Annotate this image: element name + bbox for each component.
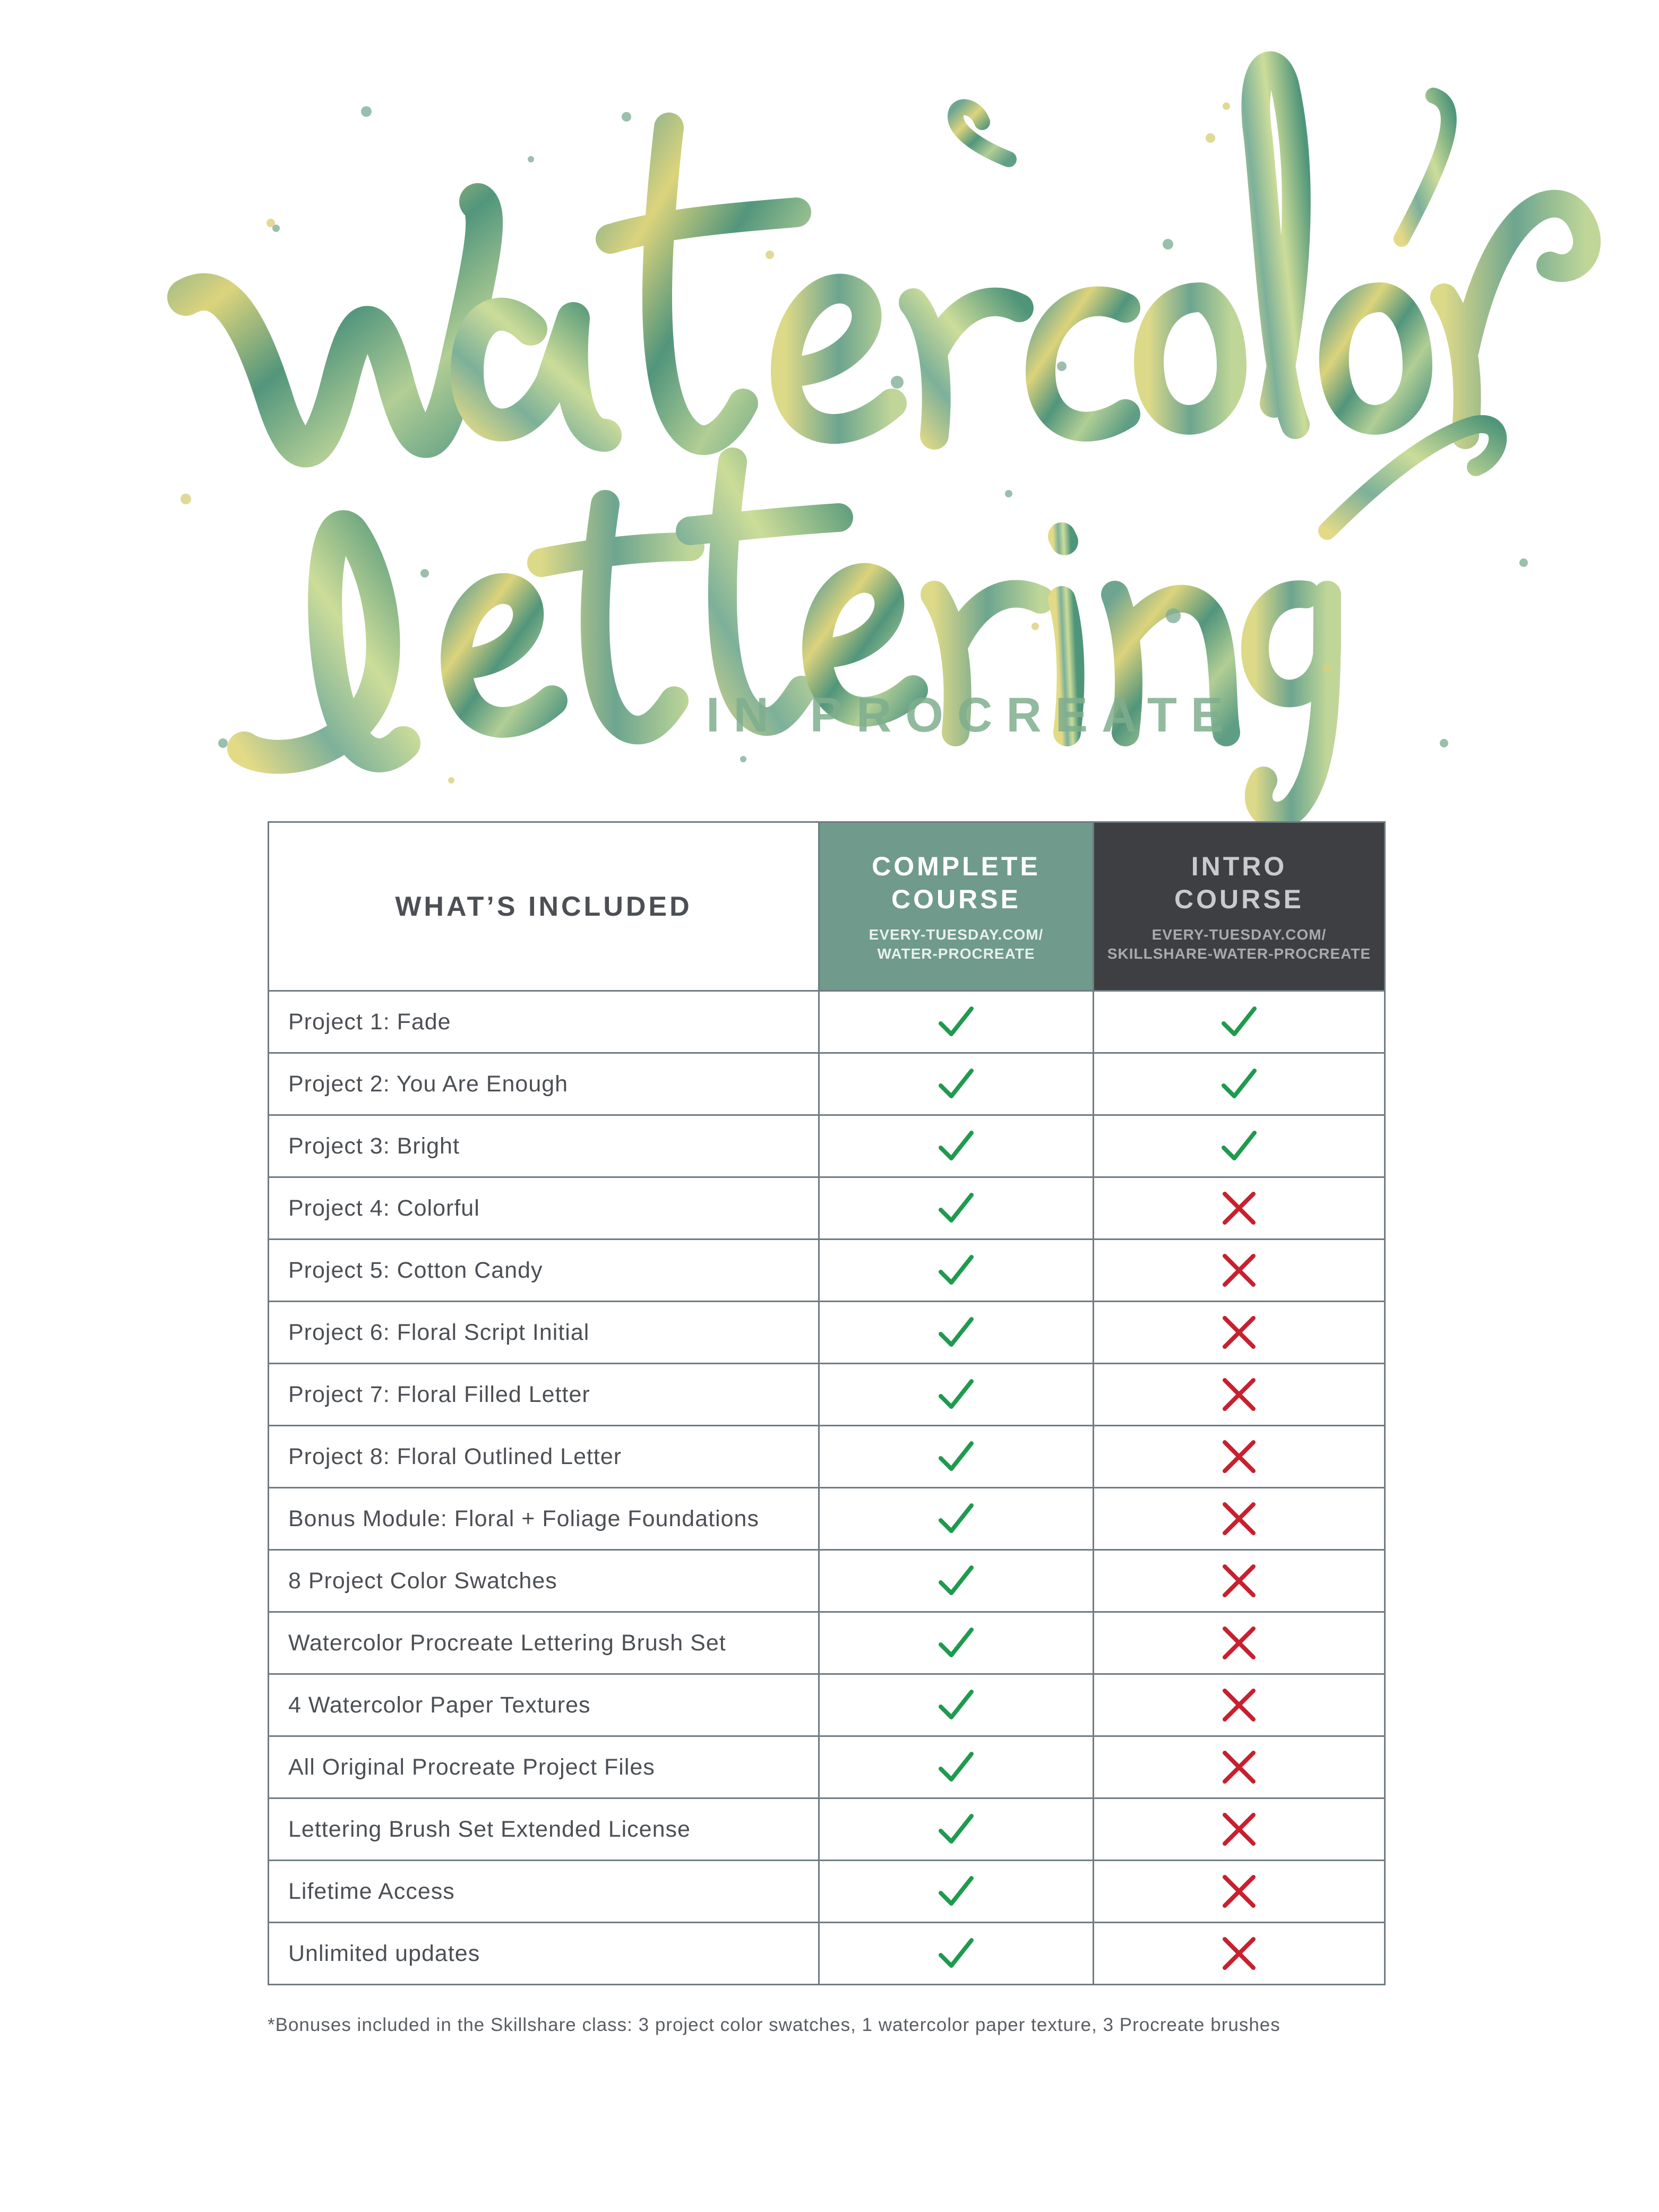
complete-course-cell — [819, 1115, 1094, 1177]
table-row — [269, 1240, 1385, 1302]
intro-course-cell — [1094, 1302, 1385, 1364]
table-row — [269, 1488, 1385, 1550]
table-row — [269, 1550, 1385, 1612]
intro-course-cell — [1094, 1798, 1385, 1861]
feature-label: Project 5: Cotton Candy — [269, 1240, 819, 1302]
complete-course-cell — [819, 991, 1094, 1053]
table-row — [269, 1736, 1385, 1798]
complete-course-cell — [819, 1674, 1094, 1736]
checkmark-icon — [936, 1874, 976, 1909]
intro-course-cell — [1094, 991, 1385, 1053]
intro-course-cell — [1094, 1488, 1385, 1550]
complete-course-header — [819, 822, 1094, 991]
intro-course-cell — [1094, 1115, 1385, 1177]
intro-course-cell — [1094, 1364, 1385, 1426]
complete-course-cell — [819, 1364, 1094, 1426]
x-mark-icon — [1219, 1688, 1259, 1723]
intro-course-title: INTRO COURSE — [1174, 851, 1304, 914]
feature-label: 4 Watercolor Paper Textures — [269, 1674, 819, 1736]
feature-label: Project 8: Floral Outlined Letter — [269, 1426, 819, 1488]
whats-included-header — [269, 822, 819, 991]
subtitle-text: IN PROCREATE — [706, 688, 1237, 742]
intro-course-cell — [1094, 1240, 1385, 1302]
complete-course-cell — [819, 1861, 1094, 1923]
x-mark-icon — [1219, 1812, 1259, 1847]
feature-label: Project 4: Colorful — [269, 1177, 819, 1240]
complete-course-title: COMPLETE COURSE — [872, 851, 1041, 914]
feature-label: All Original Procreate Project Files — [269, 1736, 819, 1798]
x-mark-icon — [1219, 1501, 1259, 1536]
complete-course-cell — [819, 1302, 1094, 1364]
feature-label: Project 6: Floral Script Initial — [269, 1302, 819, 1364]
x-mark-icon — [1219, 1253, 1259, 1288]
complete-course-cell — [819, 1240, 1094, 1302]
table-row — [269, 1053, 1385, 1115]
x-mark-icon — [1219, 1377, 1259, 1412]
x-mark-icon — [1219, 1750, 1259, 1785]
intro-course-cell — [1094, 1053, 1385, 1115]
intro-course-cell — [1094, 1861, 1385, 1923]
table-row — [269, 1798, 1385, 1861]
intro-course-cell — [1094, 1550, 1385, 1612]
checkmark-icon — [936, 1812, 976, 1847]
intro-course-url: EVERY-TUESDAY.COM/ SKILLSHARE-WATER-PROCREATE — [1107, 926, 1371, 962]
whats-included-label: WHAT’S INCLUDED — [395, 891, 692, 922]
checkmark-icon — [1219, 1066, 1259, 1101]
table-row — [269, 1923, 1385, 1985]
complete-course-cell — [819, 1736, 1094, 1798]
table-row — [269, 991, 1385, 1053]
table-row — [269, 1674, 1385, 1736]
feature-label: Project 7: Floral Filled Letter — [269, 1364, 819, 1426]
intro-course-cell — [1094, 1736, 1385, 1798]
table-header-row — [269, 822, 1385, 991]
complete-course-cell — [819, 1798, 1094, 1861]
x-mark-icon — [1219, 1625, 1259, 1660]
feature-label: Project 1: Fade — [269, 991, 819, 1053]
feature-label: Watercolor Procreate Lettering Brush Set — [269, 1612, 819, 1674]
checkmark-icon — [936, 1377, 976, 1412]
table-row — [269, 1861, 1385, 1923]
checkmark-icon — [936, 1253, 976, 1288]
x-mark-icon — [1219, 1563, 1259, 1598]
complete-course-cell — [819, 1488, 1094, 1550]
complete-course-cell — [819, 1426, 1094, 1488]
feature-label: Lifetime Access — [269, 1861, 819, 1923]
x-mark-icon — [1219, 1191, 1259, 1226]
feature-label: Unlimited updates — [269, 1923, 819, 1985]
footnote: *Bonuses included in the Skillshare class: 3 project color swatches, 1 watercolor paper texture, 3 Procreate brushes — [268, 2015, 1280, 2035]
checkmark-icon — [936, 1129, 976, 1164]
table-row — [269, 1426, 1385, 1488]
checkmark-icon — [936, 1688, 976, 1723]
feature-label: 8 Project Color Swatches — [269, 1550, 819, 1612]
feature-label: Bonus Module: Floral + Foliage Foundations — [269, 1488, 819, 1550]
complete-course-cell — [819, 1177, 1094, 1240]
comparison-table — [268, 821, 1386, 1985]
intro-course-cell — [1094, 1426, 1385, 1488]
complete-course-cell — [819, 1053, 1094, 1115]
intro-course-cell — [1094, 1177, 1385, 1240]
table-row — [269, 1115, 1385, 1177]
complete-course-cell — [819, 1923, 1094, 1985]
checkmark-icon — [936, 1439, 976, 1474]
x-mark-icon — [1219, 1936, 1259, 1971]
checkmark-icon — [1219, 1129, 1259, 1164]
checkmark-icon — [936, 1936, 976, 1971]
feature-label: Project 3: Bright — [269, 1115, 819, 1177]
x-mark-icon — [1219, 1874, 1259, 1909]
table-row — [269, 1364, 1385, 1426]
intro-course-cell — [1094, 1612, 1385, 1674]
complete-course-cell — [819, 1550, 1094, 1612]
checkmark-icon — [936, 1066, 976, 1101]
table-row — [269, 1302, 1385, 1364]
checkmark-icon — [936, 1315, 976, 1350]
intro-course-header — [1094, 822, 1385, 991]
table-row — [269, 1612, 1385, 1674]
checkmark-icon — [936, 1004, 976, 1039]
checkmark-icon — [1219, 1004, 1259, 1039]
intro-course-cell — [1094, 1674, 1385, 1736]
complete-course-cell — [819, 1612, 1094, 1674]
feature-label: Project 2: You Are Enough — [269, 1053, 819, 1115]
checkmark-icon — [936, 1563, 976, 1598]
feature-label: Lettering Brush Set Extended License — [269, 1798, 819, 1861]
checkmark-icon — [936, 1750, 976, 1785]
watercolor-lettering-logo — [0, 0, 1659, 828]
x-mark-icon — [1219, 1439, 1259, 1474]
x-mark-icon — [1219, 1315, 1259, 1350]
intro-course-cell — [1094, 1923, 1385, 1985]
table-row — [269, 1177, 1385, 1240]
checkmark-icon — [936, 1191, 976, 1226]
complete-course-url: EVERY-TUESDAY.COM/ WATER-PROCREATE — [869, 926, 1044, 962]
checkmark-icon — [936, 1501, 976, 1536]
checkmark-icon — [936, 1625, 976, 1660]
